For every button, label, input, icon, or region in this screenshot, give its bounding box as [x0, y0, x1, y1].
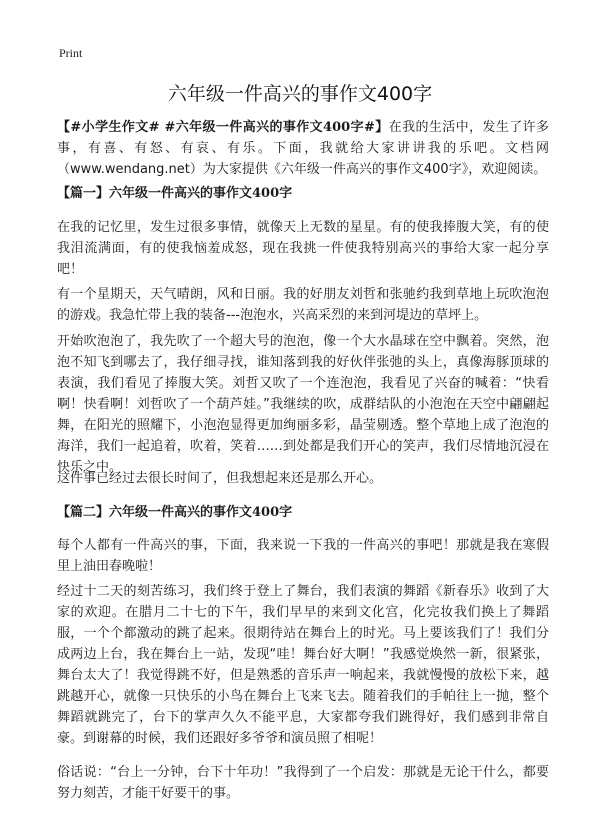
section1-paragraph-1: 在我的记忆里，发生过很多事情，就像天上无数的星星。有的使我捧腹大笑，有的使我泪流满面，有的使我恼羞成怒，现在我挑一件使我特别高兴的事给大家一起分享吧！ [57, 220, 549, 277]
section2-paragraph-2: 经过十二天的刻苦练习，我们终于登上了舞台，我们表演的舞蹈《新春乐》收到了大家的欢迎。在腊月二十七的下午，我们早早的来到文化宫，化完妆我们换上了舞蹈服，一个个都激动的跳了起来。很期待站在舞台上的时光。马上要该我们了！我们分成两边上台，我在舞台上一站，发现“哇！舞台好大啊！”我感觉焕然一新，很紧张，舞台太大了！我觉得跳不好，但是熟悉的音乐声一响起来，我就慢慢的放松下来，越跳越开心，就像一只快乐的小鸟在舞台上飞来飞去。随着我们的手帕往上一抛，整个舞蹈就跳完了，台下的掌声久久不能平息，大家都夸我们跳得好，我们感到非常自豪。到谢幕的时候，我们还跟好多爷爷和演员照了相呢！ [57, 584, 549, 746]
section1-paragraph-2: 有一个星期天，天气晴朗，风和日丽。我的好朋友刘哲和张驰约我到草地上玩吹泡泡的游戏。我急忙带上我的装备---泡泡水，兴高采烈的来到河堤边的草坪上。 [57, 287, 549, 323]
section1-heading-text: 【篇一】六年级一件高兴的事作文400字 [57, 186, 293, 201]
page-title: 六年级一件高兴的事作文400字 [167, 83, 433, 105]
intro-paragraph [57, 117, 549, 180]
intro-text: 在我的生活中，发生了许多事，有喜、有怒、有哀、有乐。下面，我就给大家讲讲我的乐吧。文档网（www.wendang.net）为大家提供《六年级一件高兴的事作文400字》，欢迎阅读。 [57, 120, 549, 177]
section1-heading [57, 183, 292, 204]
section2-heading-text: 【篇二】六年级一件高兴的事作文400字 [57, 505, 293, 520]
intro-tag: 【#小学生作文# #六年级一件高兴的事作文400字#】 [57, 120, 389, 135]
section1-paragraph-3: 开始吹泡泡了，我先吹了一个超大号的泡泡，像一个大水晶球在空中飘着。突然，泡泡不知飞到哪去了，我仔细寻找，谁知落到我的好伙伴张弛的头上，真像海豚顶球的表演，我们看见了捧腹大笑。刘哲又吹了一个连泡泡，我看见了兴奋的喊着：“快看啊！快看啊！刘哲吹了一个葫芦娃。”我继续的吹，成群结队的小泡泡在天空中翩翩起舞，在阳光的照耀下，小泡泡显得更加绚丽多彩，晶莹剔透。整个草地上成了泡泡的海洋，我们一起追着，吹着，笑着……到处都是我们开心的笑声，我们尽情地沉浸在快乐之中。 [57, 334, 549, 475]
section2-paragraph-3: 俗话说：“台上一分钟，台下十年功！”我得到了一个启发：那就是无论干什么，都要努力刻苦，才能干好要干的事。 [57, 765, 549, 801]
section2-heading [57, 502, 292, 523]
print-label: Print [59, 46, 83, 60]
section1-paragraph-4: 这件事已经过去很长时间了，但我想起来还是那么开心。 [57, 471, 383, 486]
section2-paragraph-1: 每个人都有一件高兴的事，下面，我来说一下我的一件高兴的事吧！那就是我在寒假里上油田春晚啦！ [57, 538, 549, 574]
